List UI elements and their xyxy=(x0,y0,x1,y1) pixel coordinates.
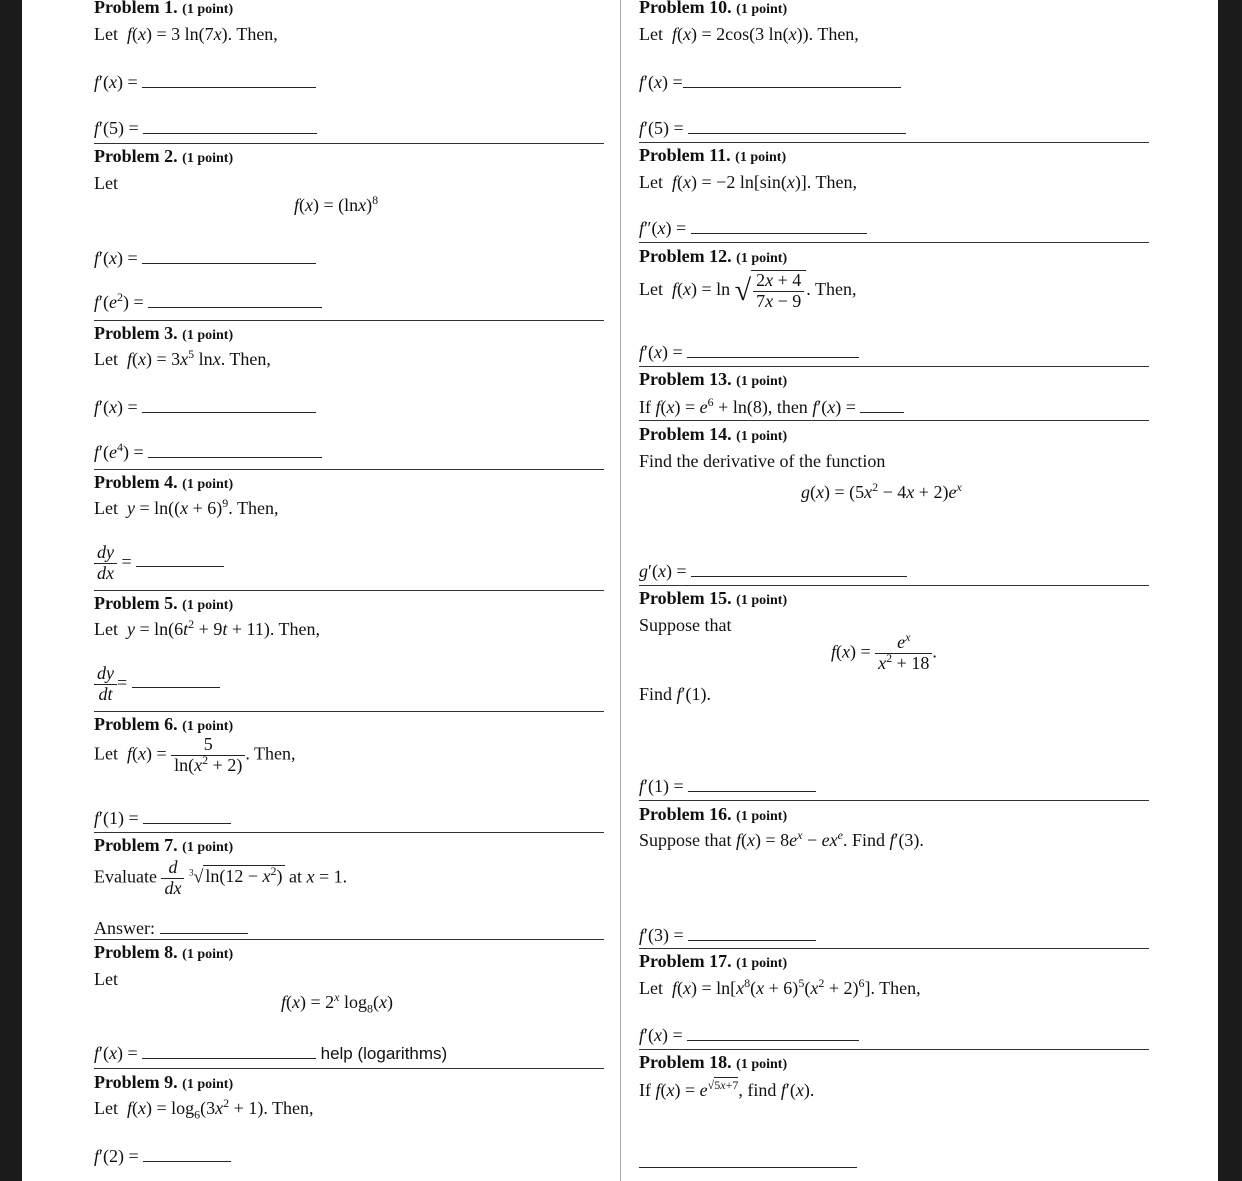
problem-separator xyxy=(94,1068,604,1069)
problem-title: Problem 11. (1 point) xyxy=(639,145,787,165)
answer-row: $\frac{dy}{dt}$ = xyxy=(94,664,220,705)
problem-title: Problem 5. (1 point) xyxy=(94,593,234,613)
answer-blank[interactable] xyxy=(687,343,859,358)
help-logarithms-link[interactable]: help (logarithms) xyxy=(320,1044,448,1063)
problem-title: Problem 10. (1 point) xyxy=(639,0,788,17)
answer-blank[interactable] xyxy=(143,809,231,824)
problem-separator xyxy=(639,1049,1149,1050)
answer-blank[interactable] xyxy=(160,919,248,934)
problem-separator xyxy=(94,590,604,591)
problem-statement: Let $y = \ln(6t^2 + 9t + 11)$. Then, xyxy=(94,617,320,639)
answer-blank[interactable] xyxy=(142,249,316,264)
problem-statement: If $f(x) = e^{√5x+7}$, find f′(x). xyxy=(639,1078,815,1100)
problem-title: Problem 13. (1 point) xyxy=(639,369,788,389)
problem-separator xyxy=(639,800,1149,801)
problem-title: Problem 7. (1 point) xyxy=(94,835,234,855)
answer-row: f′(3) = xyxy=(639,925,816,946)
display-equation: $f(x) = (\ln x)^8$ xyxy=(294,193,379,215)
problem-statement: Let $y = \ln((x + 6)^9$. Then, xyxy=(94,496,279,518)
problem-statement: Let $f(x) = \log_6(3x^2 + 1)$. Then, xyxy=(94,1096,314,1122)
answer-blank[interactable] xyxy=(143,1147,231,1162)
display-equation: $f(x) = 2^x$ $\log_8(x)$ xyxy=(281,990,394,1016)
problem-title: Problem 2. (1 point) xyxy=(94,146,234,166)
problem-separator xyxy=(94,939,604,940)
answer-blank[interactable] xyxy=(691,562,907,577)
problem-title: Problem 8. (1 point) xyxy=(94,942,234,962)
answer-row: f′(x) = xyxy=(94,397,316,418)
problem-title: Problem 4. (1 point) xyxy=(94,472,234,492)
answer-row xyxy=(639,1152,857,1173)
answer-row: $f'(e^4)$ = xyxy=(94,442,322,463)
worksheet-page xyxy=(22,0,1218,1181)
answer-blank[interactable] xyxy=(687,1026,859,1041)
problem-statement: Evaluate $\frac{d}{dx}$ $^3$√ $\ln(12 - x^2)$ at x = 1. xyxy=(94,857,348,898)
problem-title: Problem 1. (1 point) xyxy=(94,0,234,17)
problem-statement: Let f(x) = −2 ln[sin(x)]. Then, xyxy=(639,172,857,192)
find-instruction: Find f′(1). xyxy=(639,684,711,704)
display-equation: f(x) = $\frac{e^x}{x^2 + 18}$ . xyxy=(831,630,937,673)
answer-row: f′(1) = xyxy=(94,808,231,829)
problem-separator xyxy=(94,143,604,144)
answer-row: $\frac{dy}{dx}$ = xyxy=(94,543,224,584)
answer-row: f′(5) = xyxy=(94,118,317,139)
answer-row: f′(x) = help (logarithms) xyxy=(94,1043,448,1063)
answer-blank[interactable] xyxy=(148,293,322,308)
problem-title: Problem 3. (1 point) xyxy=(94,323,234,343)
problem-statement: If $f(x) = e^6 + \ln(8)$, then f′(x) = xyxy=(639,397,904,418)
answer-blank[interactable] xyxy=(132,673,220,688)
answer-row: f′(2) = xyxy=(94,1146,231,1167)
answer-blank[interactable] xyxy=(860,398,904,413)
answer-row: f′(x) = xyxy=(94,72,316,93)
problem-title: Problem 16. (1 point) xyxy=(639,804,788,824)
answer-blank[interactable] xyxy=(148,443,322,458)
problem-statement: Let xyxy=(94,173,118,193)
problem-statement: Let $f(x) = 3x^5$ lnx. Then, xyxy=(94,347,271,369)
answer-row: f′(x) = xyxy=(639,342,859,363)
problem-statement: Let f(x) = ln √ $\frac{2x + 4}{7x - 9}$ . Then, xyxy=(639,270,857,311)
problem-title: Problem 12. (1 point) xyxy=(639,246,788,266)
problem-separator xyxy=(639,242,1149,243)
answer-blank[interactable] xyxy=(688,926,816,941)
problem-statement: Let f(x) = $\frac{5}{\ln(x^2 + 2)}$ . Then, xyxy=(94,734,296,775)
answer-blank[interactable] xyxy=(691,219,867,234)
problem-title: Problem 14. (1 point) xyxy=(639,424,788,444)
answer-row: f′(x) = xyxy=(639,1025,859,1046)
answer-row: $f'(e^2)$ = xyxy=(94,292,322,313)
answer-row: f′(x) = xyxy=(639,72,901,93)
problem-separator xyxy=(639,142,1149,143)
problem-separator xyxy=(94,711,604,712)
problem-statement: Let $f(x) = \ln[x^8(x + 6)^5(x^2 + 2)^6]$. Then, xyxy=(639,976,921,998)
problem-title: Problem 18. (1 point) xyxy=(639,1052,788,1072)
answer-row: f″(x) = xyxy=(639,218,867,239)
problem-title: Problem 17. (1 point) xyxy=(639,951,788,971)
problem-statement: Find the derivative of the function xyxy=(639,451,886,471)
problem-separator xyxy=(94,469,604,470)
answer-row: f′(5) = xyxy=(639,118,906,139)
problem-separator xyxy=(639,420,1149,421)
answer-blank[interactable] xyxy=(143,119,317,134)
problem-statement: Let xyxy=(94,969,118,989)
problem-separator xyxy=(94,320,604,321)
problem-separator xyxy=(94,832,604,833)
answer-row: Answer: xyxy=(94,918,248,939)
problem-separator xyxy=(639,366,1149,367)
answer-blank[interactable] xyxy=(142,1044,316,1059)
answer-blank[interactable] xyxy=(683,73,901,88)
answer-blank[interactable] xyxy=(142,73,316,88)
answer-blank[interactable] xyxy=(688,777,816,792)
problem-title: Problem 15. (1 point) xyxy=(639,588,788,608)
problem-statement: Suppose that $f(x) = 8e^x - ex^e$. Find f′(3). xyxy=(639,828,924,850)
problem-separator xyxy=(639,948,1149,949)
answer-row: f′(x) = xyxy=(94,248,316,269)
answer-blank[interactable] xyxy=(136,552,224,567)
column-divider xyxy=(620,0,621,1181)
answer-blank[interactable] xyxy=(639,1153,857,1168)
problem-separator xyxy=(639,585,1149,586)
problem-title: Problem 9. (1 point) xyxy=(94,1072,234,1092)
answer-row: f′(1) = xyxy=(639,776,816,797)
problem-statement: Let f(x) = 2cos(3 ln(x)). Then, xyxy=(639,24,859,44)
problem-statement: Suppose that xyxy=(639,615,732,635)
answer-blank[interactable] xyxy=(688,119,906,134)
display-equation: $g(x) = (5x^2 - 4x + 2)e^x$ xyxy=(801,480,962,502)
problem-statement: Let f(x) = 3 ln(7x). Then, xyxy=(94,24,278,44)
answer-blank[interactable] xyxy=(142,398,316,413)
answer-row: g′(x) = xyxy=(639,561,907,582)
problem-title: Problem 6. (1 point) xyxy=(94,714,234,734)
